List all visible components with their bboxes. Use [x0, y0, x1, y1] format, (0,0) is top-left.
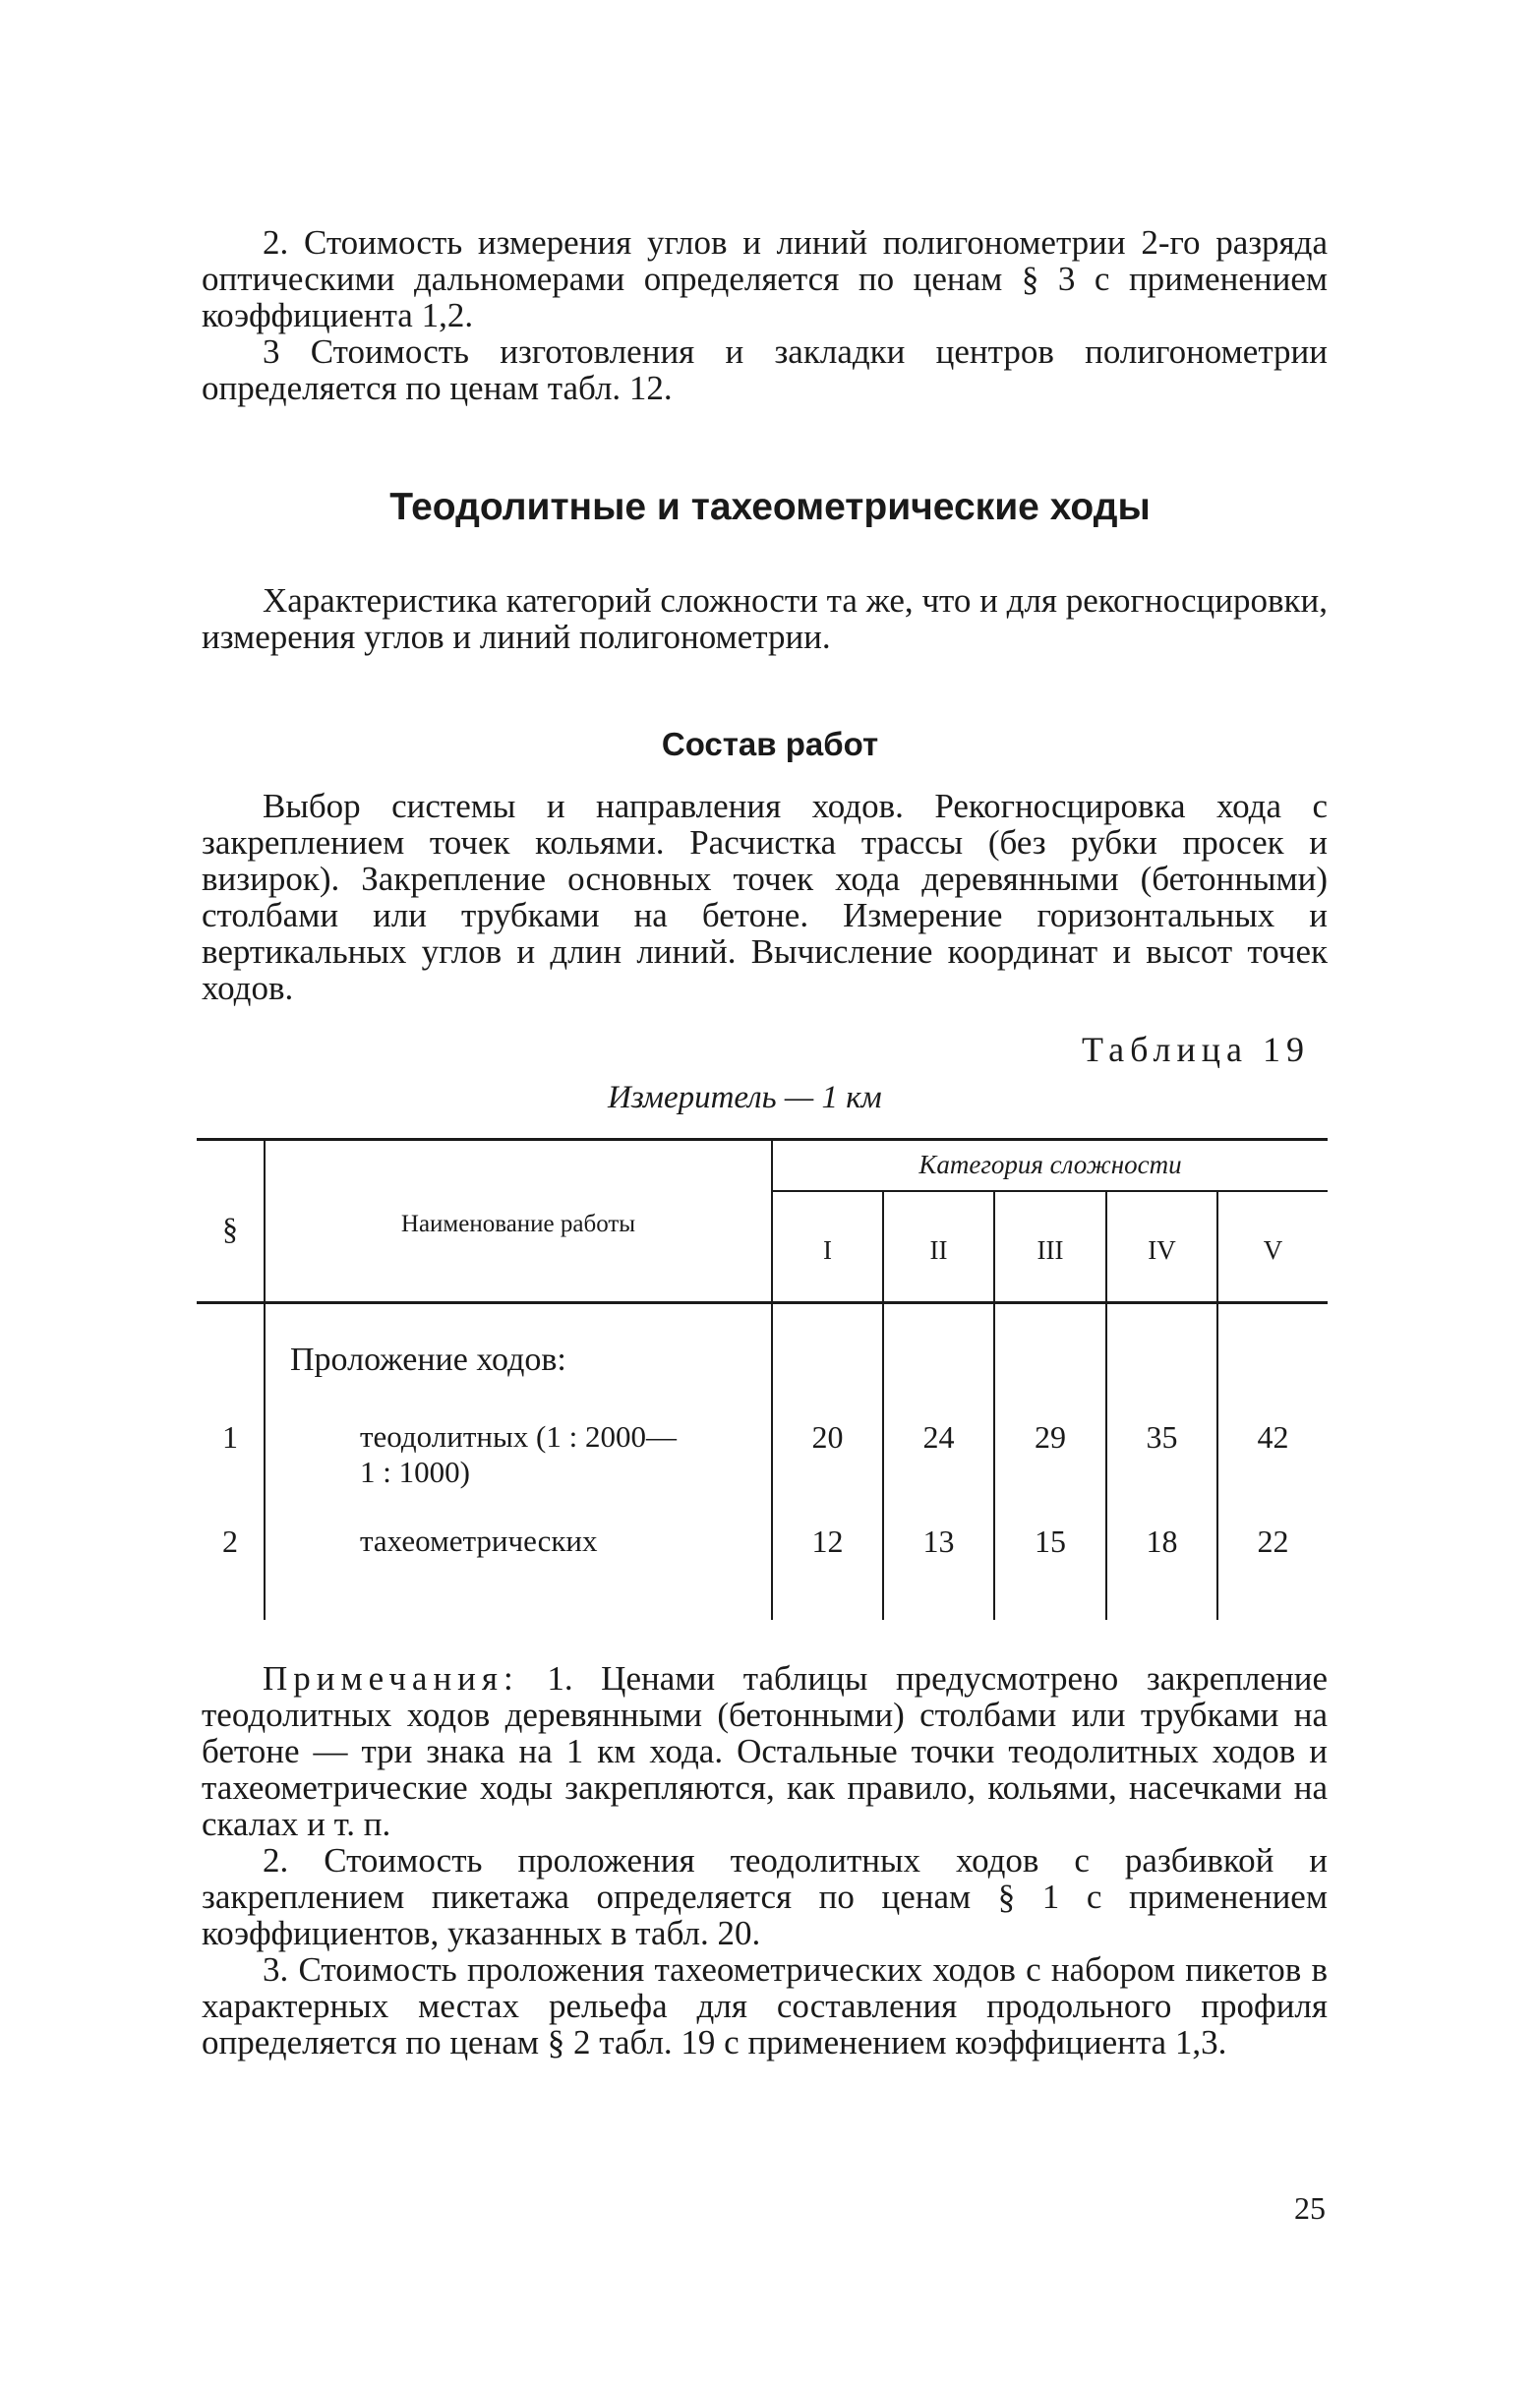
intro-paragraph-2: 2. Стоимость измерения углов и линий полигонометрии 2-го разряда оптическими дальномерами определяется по ценам § 3 с применением коэффициента 1,2. [202, 223, 1328, 334]
row-value-cat-4: 18 [1146, 1523, 1178, 1559]
work-composition-title: Состав работ [661, 726, 879, 762]
table-unit-label: Измеритель — 1 км [608, 1080, 882, 1115]
table-header-bottom-rule [197, 1301, 1328, 1304]
row-value-cat-2: 13 [922, 1523, 955, 1559]
row-number: 2 [222, 1523, 238, 1559]
row-value-cat-5: 42 [1257, 1419, 1289, 1455]
header-category-4: IV [1148, 1235, 1176, 1265]
header-category-5: V [1263, 1235, 1283, 1265]
page-number: 25 [1294, 2190, 1326, 2226]
work-composition-text: Выбор системы и направления ходов. Рекогносцировка хода с закреплением точек кольями. Расчистка трассы (без рубки просек и визирок). Закрепление основных точек хода деревянными (бетонными) столбами или трубками на бетоне. Измерение горизонтальных и вертикальных углов и длин линий. Вычисление координат и высот точек ходов. [202, 787, 1328, 1007]
row-name-continuation: 1 : 1000) [360, 1455, 470, 1489]
row-value-cat-4: 35 [1146, 1419, 1178, 1455]
note-2: 2. Стоимость проложения теодолитных ходов с разбивкой и закреплением пикетажа определяется по ценам § 1 с применением коэффициентов, указанных в табл. 20. [202, 1841, 1328, 1952]
row-value-cat-3: 29 [1035, 1419, 1066, 1455]
header-category-3: III [1037, 1235, 1064, 1265]
notes-label: Примечания: [263, 1659, 519, 1698]
row-value-cat-5: 22 [1257, 1523, 1289, 1559]
header-section-sign: § [222, 1211, 238, 1246]
table-group-label: Проложение ходов: [290, 1342, 566, 1378]
row-value-cat-3: 15 [1035, 1523, 1066, 1559]
category-group-rule [773, 1190, 1328, 1192]
row-value-cat-1: 12 [811, 1523, 844, 1559]
table-top-rule [197, 1138, 1328, 1141]
row-value-cat-2: 24 [922, 1419, 955, 1455]
table-number-label: Таблица 19 [1082, 1030, 1310, 1069]
note-1 [202, 1660, 1328, 1842]
row-name: теодолитных (1 : 2000— [360, 1419, 677, 1454]
note-1-text: 1. Ценами таблицы предусмотрено закрепление теодолитных ходов деревянными (бетонными) столбами или трубками на бетоне — три знака на 1 км хода. Остальные точки теодолитных ходов и тахеометрические ходы закрепляются, как правило, кольями, насечками на скалах и т. п. [202, 1659, 1328, 1843]
header-category-2: II [929, 1235, 948, 1265]
header-category-1: I [823, 1235, 832, 1265]
section-title: Теодолитные и тахеометрические ходы [389, 486, 1151, 528]
section-description: Характеристика категорий сложности та же, что и для рекогносцировки, измерения углов и линий полигонометрии. [202, 581, 1328, 656]
row-number: 1 [222, 1419, 238, 1455]
header-category-group: Категория сложности [918, 1150, 1182, 1179]
intro-paragraph-3: 3 Стоимость изготовления и закладки центров полигонометрии определяется по ценам табл. 12. [202, 332, 1328, 407]
row-name: тахеометрических [360, 1523, 598, 1558]
note-3: 3. Стоимость проложения тахеометрических ходов с набором пикетов в характерных местах рельефа для составления продольного профиля определяется по ценам § 2 табл. 19 с применением коэффициента 1,3. [202, 1950, 1328, 2061]
header-work-name: Наименование работы [400, 1211, 636, 1237]
row-value-cat-1: 20 [811, 1419, 844, 1455]
